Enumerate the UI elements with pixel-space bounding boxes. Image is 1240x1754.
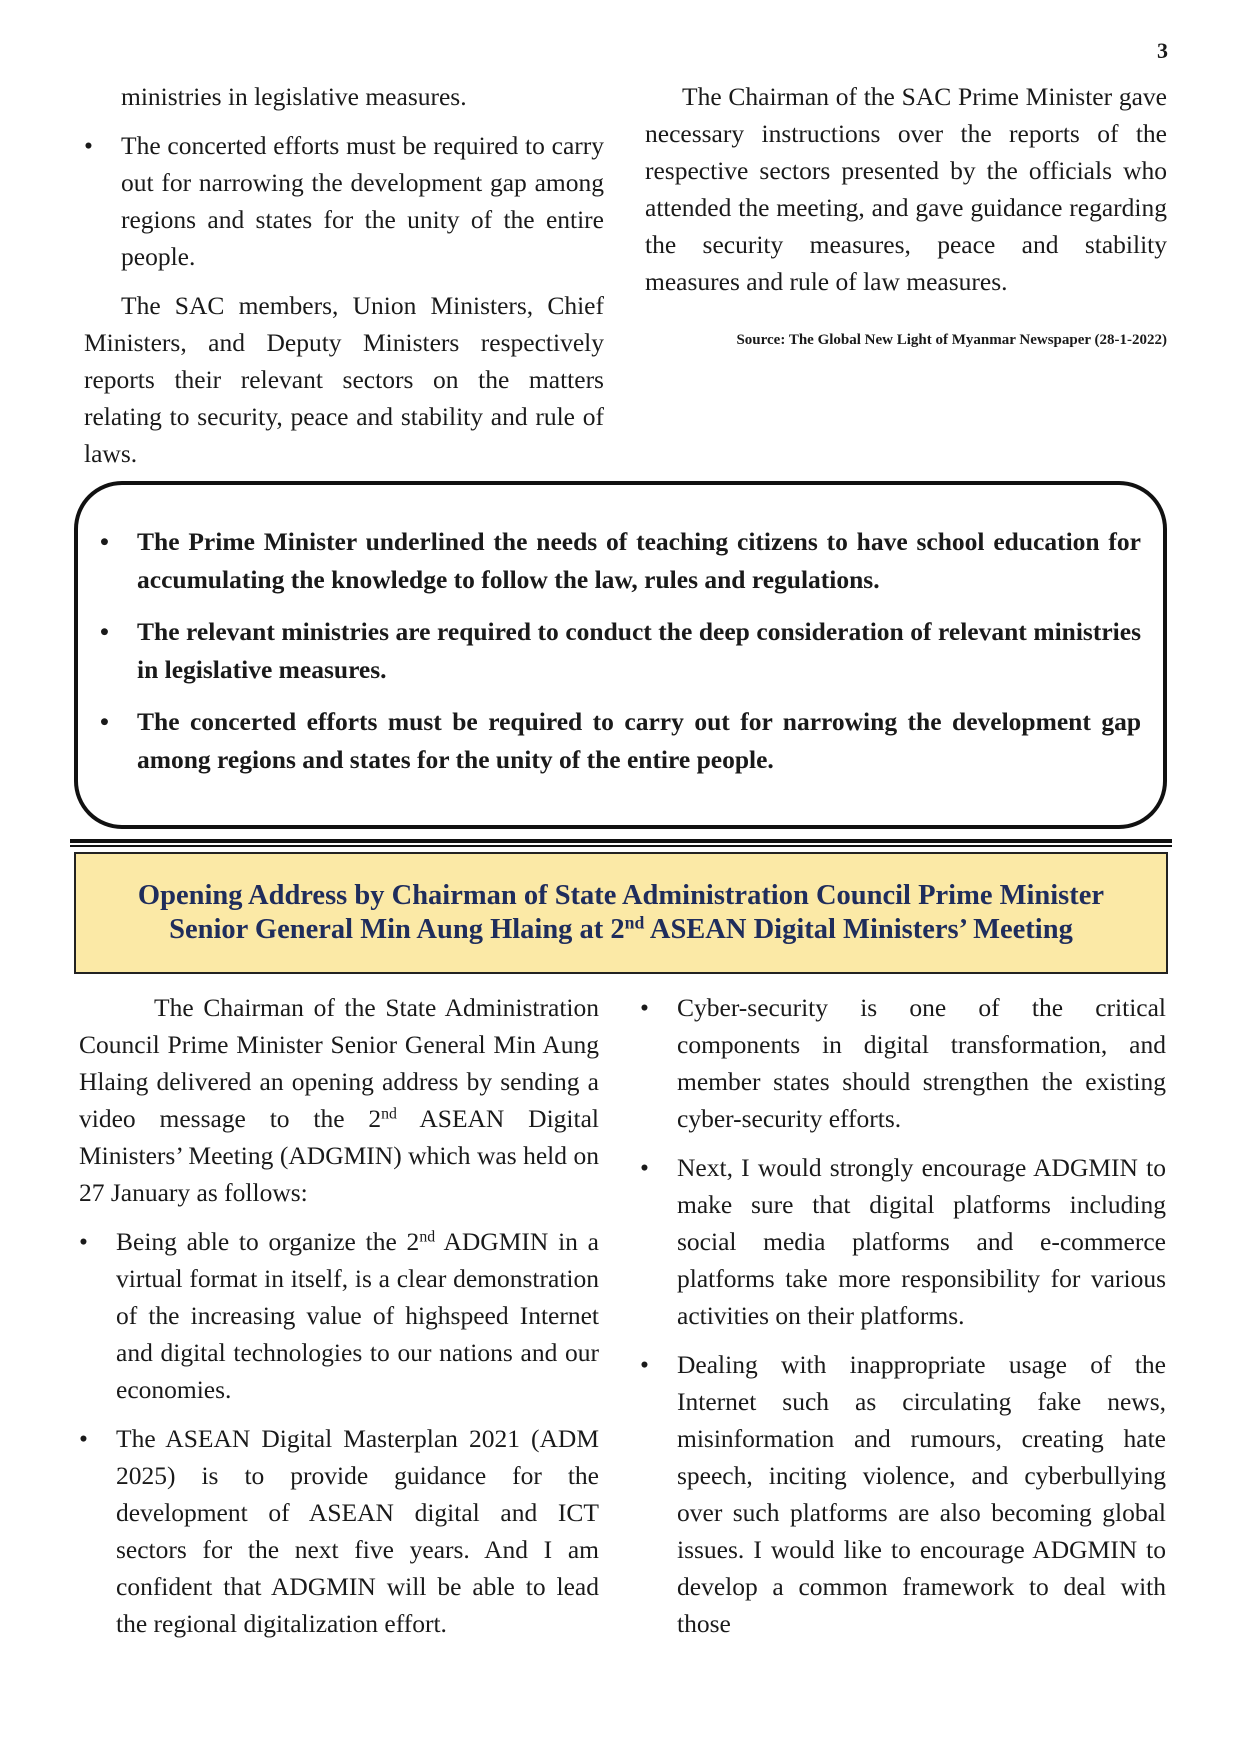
list-item: • The ASEAN Digital Masterplan 2021 (ADM 2025) is to provide guidance for the development of ASEAN digital and ICT sectors for the next five years. And I am confident that ADGMIN will be able to lead the regional digitalization effort. <box>79 1420 599 1642</box>
list-item: • The concerted efforts must be required to carry out for narrowing the development gap among regions and states for the unity of the entire people. <box>100 703 1141 779</box>
top-left-bullets <box>84 127 604 275</box>
highlight-box <box>74 481 1167 829</box>
ordinal-suffix: nd <box>381 1105 397 1123</box>
list-item <box>79 1223 599 1408</box>
ordinal-suffix: nd <box>419 1228 436 1246</box>
chairman-instructions-paragraph: The Chairman of the SAC Prime Minister gave necessary instructions over the reports of the respective sectors presented by the officials who attended the meeting, and gave guidance regarding the security measures, peace and stability measures and rule of law measures. <box>645 82 1167 296</box>
intro-text-start: The Chairman of the State Administration Council Prime Minister Senior General Min Aung Hlaing delivered an opening address by sending a video message to the 2 <box>79 993 599 1133</box>
list-item: • Dealing with inappropriate usage of the Internet such as circulating fake news, misinformation and rumours, creating hate speech, inciting violence, and cyberbullying over such platforms are also becoming global issues. I would like to encourage ADGMIN to develop a common framework to deal with those <box>640 1346 1166 1642</box>
top-right-column <box>645 78 1167 350</box>
divider-thin <box>70 845 1172 847</box>
intro-text-end: ASEAN Digital Ministers’ Meeting (ADGMIN) which was held on 27 January as follows: <box>79 1104 600 1207</box>
list-item: • The Prime Minister underlined the needs of teaching citizens to have school education for accumulating the knowledge to follow the law, rules and regulations. <box>100 523 1141 599</box>
bottom-left-column <box>79 989 599 1654</box>
ordinal-suffix: nd <box>624 912 645 933</box>
bottom-right-bullets <box>640 989 1166 1642</box>
list-item: • Cyber-security is one of the critical components in digital transformation, and member states should strengthen the existing cyber-security efforts. <box>640 989 1166 1137</box>
top-left-column <box>84 78 604 484</box>
continuation-text: ministries in legislative measures. <box>121 82 467 111</box>
title-line-2-end: ASEAN Digital Ministers’ Meeting <box>644 914 1073 945</box>
page-number: 3 <box>1157 38 1168 63</box>
source-citation: Source: The Global New Light of Myanmar Newspaper (28-1-2022) <box>736 332 1167 348</box>
list-item: • The relevant ministries are required to conduct the deep consideration of relevant ministries in legislative measures. <box>100 613 1141 689</box>
section-title <box>138 879 1104 947</box>
intro-paragraph <box>79 989 599 1211</box>
highlight-list <box>78 485 1163 779</box>
title-line-1: Opening Address by Chairman of State Administration Council Prime Minister <box>137 880 1105 911</box>
bullet-text-start: Being able to organize the 2 <box>116 1227 420 1256</box>
sac-members-paragraph: The SAC members, Union Ministers, Chief Ministers, and Deputy Ministers respectively reports their relevant sectors on the matters relating to security, peace and stability and rule of laws. <box>84 291 604 468</box>
bottom-left-bullets <box>79 1223 599 1642</box>
title-line-2-start: Senior General Min Aung Hlaing at 2 <box>169 914 625 945</box>
section-banner <box>74 852 1168 974</box>
divider-thick <box>70 839 1172 843</box>
list-item: • The concerted efforts must be required to carry out for narrowing the development gap among regions and states for the unity of the entire people. <box>84 127 604 275</box>
bottom-right-column <box>640 989 1166 1654</box>
list-item: • Next, I would strongly encourage ADGMIN to make sure that digital platforms including social media platforms and e-commerce platforms take more responsibility for various activities on their platforms. <box>640 1149 1166 1334</box>
bullet-text-end: ADGMIN in a virtual format in itself, is a clear demonstration of the increasing value of highspeed Internet and digital technologies to our nations and our economies. <box>116 1227 599 1404</box>
